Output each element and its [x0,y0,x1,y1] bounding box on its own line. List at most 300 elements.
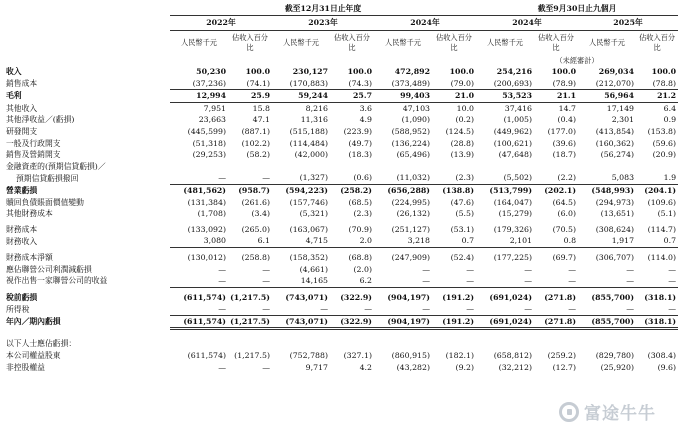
cell-amount [170,161,228,173]
cell-percent: — [262,362,270,372]
year-header: 2024年 [476,16,578,31]
cell-amount: (611,574) [187,351,226,361]
futu-logo-icon [559,402,579,422]
cell-amount: (294,973) [595,197,635,207]
cell-amount: 3,218 [374,235,432,247]
cell-amount: (5,321) [299,209,328,219]
cell-percent: (13.9) [450,150,475,160]
cell-amount: 7,951 [203,103,226,113]
cell-percent: (182.1) [445,351,475,361]
row-label: 本公司權益股東 [6,351,61,361]
table-row [2,329,678,339]
cell-percent: 3.6 [359,103,372,113]
cell-amount: (65,496) [396,150,430,160]
cell-amount: (251,127) [391,224,430,234]
unit-header-rmb: 人民幣千元 [487,38,523,47]
cell-percent: (109.6) [647,197,677,207]
cell-percent: (0.6) [330,172,374,184]
cell-percent: (78.9) [534,78,578,90]
row-label: 營業虧損 [6,185,38,195]
cell-amount: (860,915) [391,351,430,361]
cell-percent: (124.5) [445,126,475,136]
cell-amount: (743,071) [272,315,330,329]
cell-amount: — [422,264,430,274]
cell-amount: (15,279) [498,209,533,219]
table-row [2,184,678,196]
cell-percent: (318.1) [636,315,678,329]
cell-percent: (0.4) [557,115,577,125]
cell-amount: (691,024) [476,315,534,329]
cell-percent: — [228,275,272,287]
cell-percent: — [466,264,475,274]
cell-percent: 4.2 [359,362,372,372]
cell-percent: (18.7) [552,150,577,160]
table-row [2,350,678,362]
cell-amount: (449,962) [493,126,533,136]
table-row [2,126,678,138]
cell-amount: (212,070) [578,78,636,90]
cell-percent: (74.3) [330,78,374,90]
cell-percent: — [228,172,272,184]
cell-percent: — [330,303,374,315]
cell-percent: (258.2) [340,185,372,195]
cell-percent: (102.2) [241,138,270,148]
cell-amount: 23,663 [198,115,226,125]
cell-percent: — [668,264,677,274]
table-row [2,161,678,173]
cell-amount: — [626,264,635,274]
cell-amount: (43,282) [396,362,430,372]
cell-percent: 1.9 [636,172,678,184]
cell-percent: (5.5) [455,209,475,219]
cell-percent: (258.8) [241,252,270,262]
cell-amount: (445,599) [187,126,226,136]
cell-amount: (594,223) [285,185,328,195]
cell-amount: (47,648) [498,150,533,160]
table-row [2,224,678,236]
cell-amount: (26,132) [396,209,430,219]
cell-amount: 2,101 [476,235,534,247]
cell-percent: 0.9 [663,115,677,125]
cell-percent: (3.4) [251,209,270,219]
table-row [2,172,678,184]
cell-amount: (42,000) [294,150,328,160]
unit-header-rmb: 人民幣千元 [385,38,421,47]
row-label: 稅前虧損 [6,292,38,302]
table-row [2,78,678,90]
cell-amount: 1,917 [578,235,636,247]
cell-amount [578,338,636,350]
cell-amount: 3,080 [170,235,228,247]
cell-amount: 9,717 [305,362,328,372]
cell-amount: — [170,275,228,287]
cell-amount: — [170,303,228,315]
cell-percent: (74.1) [228,78,272,90]
cell-percent: 25.9 [228,90,272,103]
cell-amount: (164,047) [493,197,533,207]
cell-amount: (1,708) [197,209,226,219]
unit-header-pct: 佔收入百分比 [436,33,472,52]
cell-percent: (2.3) [432,172,476,184]
cell-percent: — [534,275,578,287]
row-label: 贖回負債賬面價值變動 [6,197,84,207]
cell-percent: (68.8) [348,252,372,262]
cell-percent: (327.1) [343,351,372,361]
cell-percent: 21.0 [432,90,476,103]
cell-amount: 8,216 [305,103,328,113]
cell-amount: 269,034 [598,67,635,76]
cell-percent: (52.4) [450,252,475,262]
cell-percent: (70.9) [348,224,372,234]
cell-percent: (68.5) [348,197,372,207]
unit-header-rmb: 人民幣千元 [589,38,625,47]
row-label: 以下人士應佔虧損： [6,339,77,349]
row-label: 財務成本 [6,224,38,234]
cell-percent: 14.7 [558,103,577,113]
row-label: 應佔聯營公司利潤減虧損 [6,264,92,274]
row-label: 所得稅 [6,304,30,314]
cell-percent: (12.7) [552,362,577,372]
cell-amount: (588,952) [391,126,430,136]
statement-rows [2,66,678,373]
cell-amount: 99,403 [374,90,432,103]
cell-percent: (28.8) [450,138,475,148]
cell-percent: 47.1 [252,115,270,125]
cell-percent: (70.5) [552,224,577,234]
cell-amount: 5,083 [578,172,636,184]
year-header: 2022年 [170,16,272,31]
row-label: 其他淨收益／(虧損) [6,115,75,125]
unit-header-rmb: 人民幣千元 [283,38,319,47]
cell-percent: 21.1 [534,90,578,103]
cell-amount: 56,964 [578,90,636,103]
cell-percent: 100.0 [449,67,475,76]
cell-percent: (265.0) [241,224,270,234]
cell-amount: (200,693) [476,78,534,90]
cell-percent: 2.0 [330,235,374,247]
cell-amount: 50,230 [196,67,226,76]
cell-amount: — [578,303,636,315]
cell-amount [272,161,330,173]
cell-percent [534,338,578,350]
cell-amount: (611,574) [183,292,226,302]
cell-percent: (58.2) [246,150,270,160]
cell-percent: — [636,303,678,315]
cell-amount: (158,352) [289,252,328,262]
unit-header-pct: 佔收入百分比 [334,33,370,52]
group-header-nine-months: 截至9月30日止九個月 [476,2,678,16]
cell-amount: (515,188) [289,126,328,136]
cell-amount: (29,253) [192,150,226,160]
table-row [2,197,678,209]
cell-amount [272,338,330,350]
table-row [2,362,678,374]
row-label: 研發開支 [6,126,38,136]
year-header: 2025年 [578,16,678,31]
table-row [2,235,678,247]
table-row [2,102,678,114]
cell-amount: (157,746) [289,197,328,207]
cell-percent: (887.1) [241,126,270,136]
table-row [2,252,678,264]
cell-percent: 6.4 [663,103,677,113]
cell-percent: — [636,275,678,287]
cell-amount: 11,316 [300,115,328,125]
table-row [2,66,678,78]
cell-percent: (1,217.5) [228,315,272,329]
cell-percent: — [568,264,577,274]
cell-percent: (2.3) [353,209,372,219]
cell-amount [476,338,534,350]
unit-header-rmb: 人民幣千元 [181,38,217,47]
cell-amount [374,161,432,173]
cell-amount: 53,523 [476,90,534,103]
cell-amount: (13,651) [600,209,635,219]
cell-percent: (318.1) [644,292,677,302]
cell-amount: (5,502) [476,172,534,184]
cell-amount [374,338,432,350]
cell-percent: (261.6) [241,197,270,207]
cell-percent [534,161,578,173]
cell-amount: 12,994 [170,90,228,103]
cell-percent: 4.9 [359,115,372,125]
row-label: 財務成本淨額 [6,252,53,262]
cell-percent: (191.2) [432,315,476,329]
row-label: 其他財務成本 [6,209,53,219]
cell-percent: 0.7 [636,235,678,247]
cell-amount: 17,149 [606,103,635,113]
cell-amount: (25,920) [600,362,635,372]
cell-amount: (179,326) [493,224,533,234]
cell-percent [228,338,272,350]
cell-amount: 47,103 [402,103,430,113]
row-label: 預期信貸虧損撥回 [16,173,79,183]
cell-percent: 100.0 [651,67,677,76]
cell-percent: 6.2 [330,275,374,287]
cell-amount: (133,092) [187,224,226,234]
cell-percent: 100.0 [245,67,270,76]
cell-percent: (49.7) [348,138,372,148]
cell-amount: (829,780) [595,351,635,361]
cell-percent: (2.0) [353,264,372,274]
unit-header-pct: 佔收入百分比 [639,33,676,52]
cell-amount: — [272,303,330,315]
cell-percent: — [262,264,270,274]
row-label: 金融資產的(預期信貸虧損)／ [6,161,106,171]
cell-percent: (6.0) [557,209,577,219]
row-label: 銷售成本 [6,78,38,88]
cell-amount: (373,489) [374,78,432,90]
cell-percent: 0.7 [432,235,476,247]
cell-percent: 100.0 [347,67,372,76]
cell-percent: (79.0) [432,78,476,90]
cell-amount: — [218,264,226,274]
cell-amount: 230,127 [292,67,328,76]
cell-amount: — [524,264,533,274]
row-label: 銷售及營銷開支 [6,150,61,160]
table-row [2,338,678,350]
cell-percent: (1,217.5) [230,292,270,302]
cell-percent: (0.2) [455,115,475,125]
cell-amount: (37,236) [170,78,228,90]
cell-percent: (177.0) [547,126,577,136]
cell-amount: — [476,275,534,287]
cell-amount: (904,197) [374,315,432,329]
cell-amount: (131,384) [187,197,226,207]
cell-percent: (138.8) [442,185,475,195]
table-row [2,138,678,150]
table-row [2,303,678,315]
cell-amount: 59,244 [272,90,330,103]
cell-percent: (322.9) [330,315,374,329]
cell-amount [476,161,534,173]
cell-amount: (224,995) [391,197,430,207]
cell-amount: (513,799) [489,185,533,195]
cell-amount: (160,362) [595,138,635,148]
cell-amount: (743,071) [285,292,328,302]
row-label: 財務收入 [6,236,38,246]
year-header: 2023年 [272,16,374,31]
cell-percent: — [432,275,476,287]
row-label: 一般及行政開支 [6,138,61,148]
cell-percent: 0.8 [534,235,578,247]
cell-amount: 14,165 [272,275,330,287]
cell-percent [330,161,374,173]
cell-percent: (271.8) [544,292,577,302]
table-row [2,114,678,126]
cell-amount: (548,993) [591,185,635,195]
cell-amount: (247,909) [391,252,430,262]
cell-amount: — [374,303,432,315]
cell-percent: 25.7 [330,90,374,103]
cell-percent [228,161,272,173]
cell-amount: — [476,303,534,315]
cell-percent: (9.2) [455,362,475,372]
cell-percent: (308.4) [647,351,677,361]
table-row [2,149,678,161]
table-row [2,264,678,276]
cell-percent: 15.8 [252,103,270,113]
cell-amount: 472,892 [394,67,430,76]
row-label: 視作出售一家聯營公司的收益 [6,276,108,286]
watermark [559,399,656,424]
cell-amount: (177,225) [493,252,533,262]
cell-amount: 2,301 [611,115,635,125]
cell-percent: (39.6) [552,138,577,148]
cell-percent: (259.2) [547,351,577,361]
cell-amount: (130,012) [187,252,226,262]
row-label: 收入 [6,67,22,76]
unit-header-pct: 佔收入百分比 [538,33,574,52]
cell-percent: 21.2 [636,90,678,103]
cell-amount: (32,212) [498,362,533,372]
cell-percent: (153.8) [647,126,677,136]
cell-amount: (752,788) [289,351,328,361]
cell-amount: (56,274) [600,150,635,160]
table-row [2,208,678,220]
row-label: 毛利 [6,91,22,101]
table-row [2,292,678,304]
cell-percent: (958.7) [238,185,270,195]
cell-amount: (481,562) [183,185,226,195]
cell-percent: (69.7) [552,252,577,262]
cell-percent: 10.0 [456,103,475,113]
cell-amount: (1,005) [503,115,533,125]
cell-percent: (223.9) [343,126,372,136]
cell-percent: (53.1) [450,224,475,234]
cell-amount: — [218,362,226,372]
cell-percent: (114.0) [647,252,677,262]
cell-amount: 37,416 [504,103,533,113]
cell-amount: (100,621) [493,138,533,148]
cell-amount [578,161,636,173]
cell-percent [432,338,476,350]
row-label: 其他收入 [6,103,38,113]
cell-percent [636,338,678,350]
cell-amount: (4,661) [299,264,328,274]
cell-amount: — [170,172,228,184]
table-row [2,275,678,287]
unaudited-note: （未經審計） [555,56,599,65]
financial-statement-table [2,2,678,373]
cell-amount: (691,024) [489,292,533,302]
cell-percent: (18.3) [348,150,372,160]
cell-percent: (78.8) [636,78,678,90]
cell-amount: (170,883) [272,78,330,90]
cell-amount: (855,700) [578,315,636,329]
cell-percent: (20.9) [652,150,677,160]
cell-amount: 254,216 [496,67,533,76]
cell-percent: (271.8) [534,315,578,329]
cell-amount: (163,067) [289,224,328,234]
cell-percent: (322.9) [340,292,372,302]
cell-percent: (59.6) [652,138,677,148]
cell-amount: (904,197) [387,292,430,302]
cell-percent [330,338,374,350]
cell-amount: (306,707) [595,252,635,262]
cell-percent: (1,217.5) [234,351,270,361]
watermark-text: 富途牛牛 [584,404,656,424]
cell-amount: (855,700) [591,292,635,302]
cell-amount: (51,318) [192,138,226,148]
cell-amount: (136,224) [391,138,430,148]
cell-percent: — [432,303,476,315]
table-row [2,315,678,329]
cell-percent: — [228,303,272,315]
cell-amount: (114,484) [289,138,328,148]
cell-percent: (114.7) [647,224,677,234]
row-label: 年內／期內虧損 [6,317,61,327]
cell-amount: (611,574) [170,315,228,329]
cell-percent [432,161,476,173]
cell-percent: 100.0 [551,67,577,76]
cell-percent [636,161,678,173]
cell-amount: 4,715 [272,235,330,247]
cell-percent: — [534,303,578,315]
cell-amount [170,338,228,350]
group-header-fiscal-year: 截至12月31日止年度 [170,2,476,16]
cell-amount: (658,812) [493,351,533,361]
cell-percent: (191.2) [442,292,475,302]
cell-amount: (1,090) [401,115,430,125]
cell-percent: (9.6) [657,362,677,372]
cell-amount: (308,624) [595,224,635,234]
cell-percent: (47.6) [450,197,475,207]
unit-header-pct: 佔收入百分比 [232,33,268,52]
cell-amount: (656,288) [387,185,430,195]
cell-percent: (204.1) [644,185,677,195]
cell-amount: (413,854) [595,126,635,136]
